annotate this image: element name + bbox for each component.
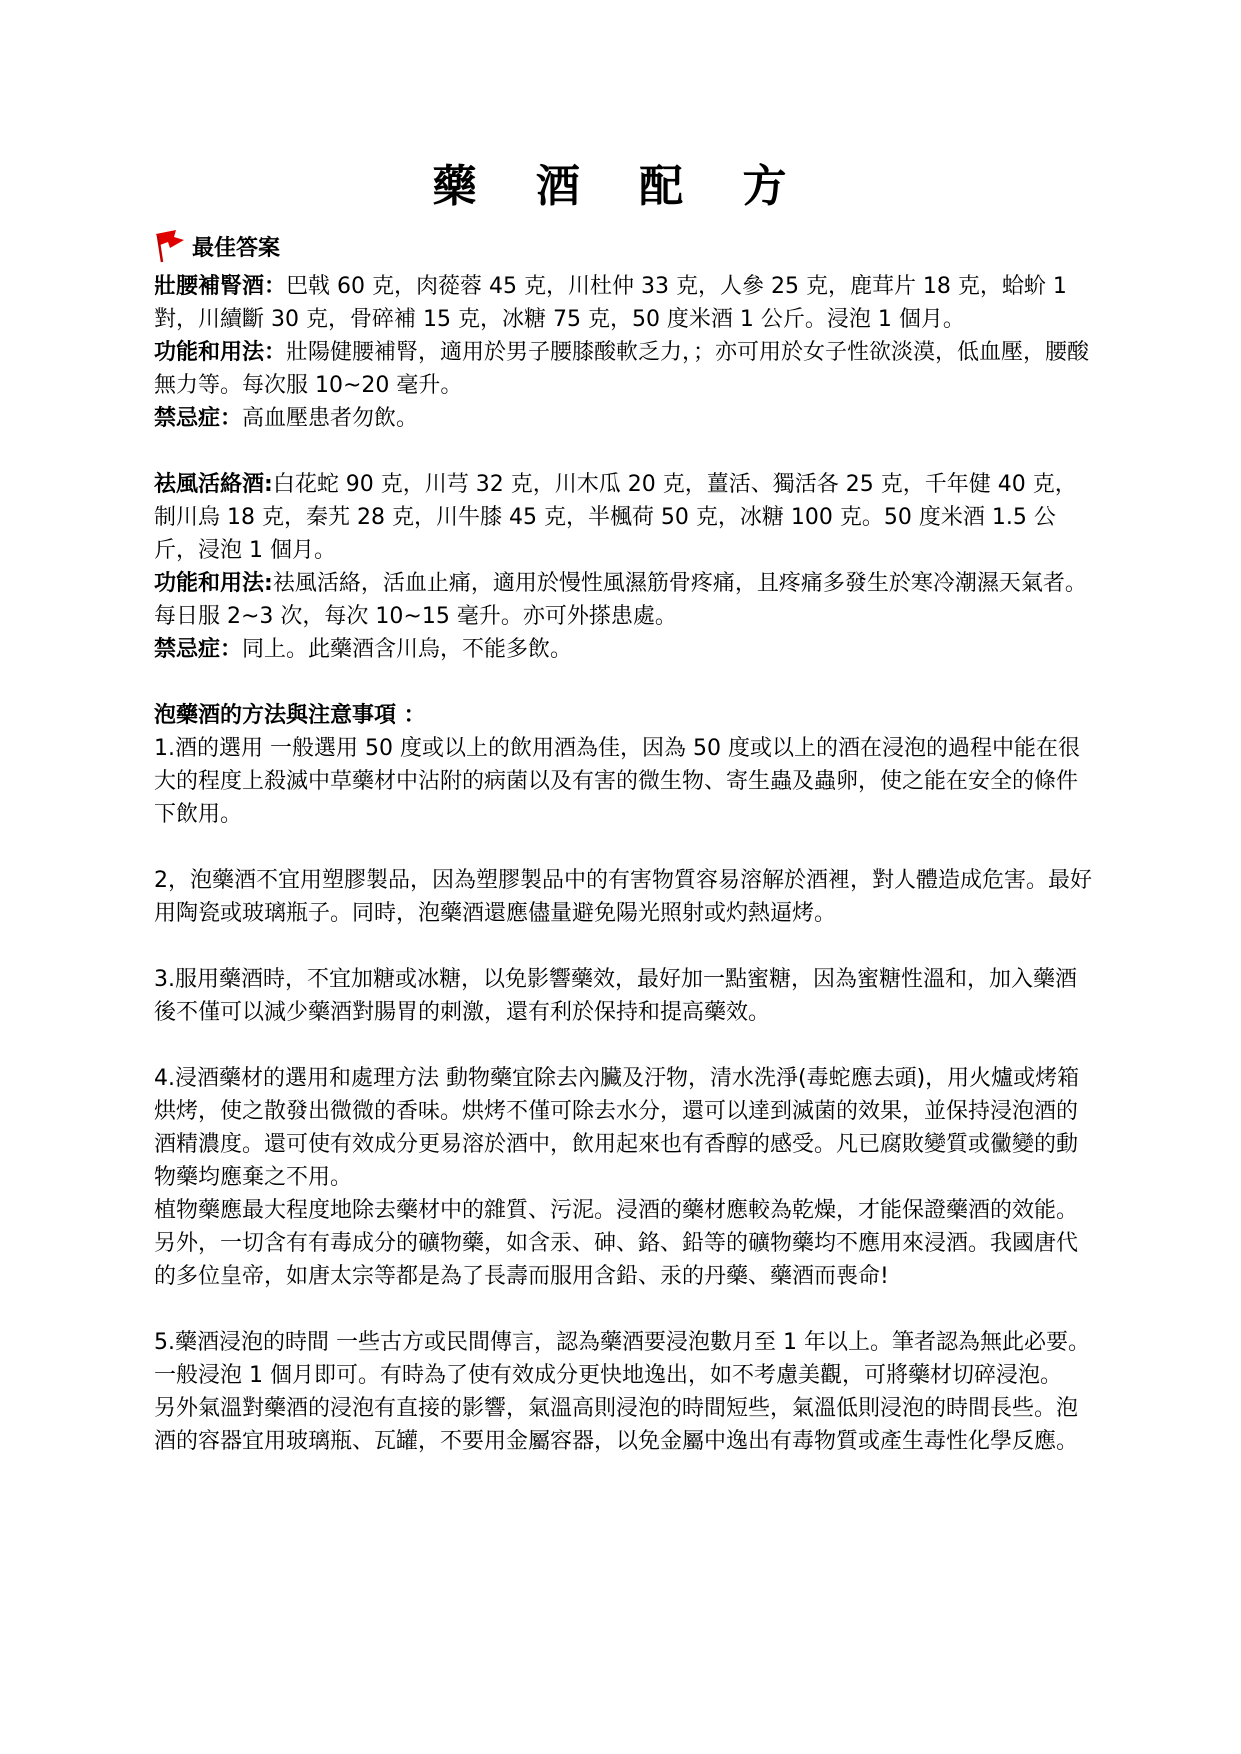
wine1-ingredients-paragraph — [154, 270, 1098, 336]
wine1-usage-paragraph — [154, 336, 1098, 402]
wine1-usage-label: 功能和用法： — [154, 340, 287, 365]
wine2-ingredients-paragraph — [154, 468, 1098, 567]
wine1-contra: 高血壓患者勿飲。 — [242, 406, 419, 431]
wine1-contra-label: 禁忌症： — [154, 406, 243, 431]
wine2-contra-label: 禁忌症： — [154, 637, 243, 662]
wine1-ingredients: 巴戟 60 克，肉蓯蓉 45 克，川杜仲 33 克，人參 25 克，鹿茸片 18 克，蛤蚧 1 對，川續斷 30 克，骨碎補 15 克，冰糖 75 克，50 度米酒 1 公斤。浸泡 1 個月。 — [154, 274, 1067, 332]
wine2-contra-paragraph — [154, 633, 1098, 666]
wine2-usage: 祛風活絡，活血止痛，適用於慢性風濕筋骨疼痛，且疼痛多發生於寒冷潮濕天氣者。每日服 2~3 次，每次 10~15 毫升。亦可外搽患處。 — [154, 571, 1087, 629]
method-item-1: 1.酒的選用 一般選用 50 度或以上的飲用酒為佳，因為 50 度或以上的酒在浸泡的過程中能在很大的程度上殺滅中草藥材中沾附的病菌以及有害的微生物、寄生蟲及蟲卵，使之能在安全的條件下飲用。 — [154, 736, 1080, 827]
methods-heading: 泡藥酒的方法與注意事項 ： — [154, 703, 426, 728]
wine2-contra: 同上。此藥酒含川烏，不能多飲。 — [242, 637, 573, 662]
method-item-4c: 另外，一切含有有毒成分的礦物藥，如含汞、砷、鉻、鉛等的礦物藥均不應用來浸酒。我國唐代的多位皇帝，如唐太宗等都是為了長壽而服用含鉛、汞的丹藥、藥酒而喪命! — [154, 1231, 1079, 1289]
wine1-contra-paragraph — [154, 402, 1098, 435]
method-item-2: 2，泡藥酒不宜用塑膠製品，因為塑膠製品中的有害物質容易溶解於酒裡，對人體造成危害。最好用陶瓷或玻璃瓶子。同時，泡藥酒還應儘量避免陽光照射或灼熱逼烤。 — [154, 868, 1093, 926]
wine1-name: 壯腰補腎酒： — [154, 274, 287, 299]
wine2-usage-paragraph — [154, 567, 1098, 633]
method-item-4a: 4.浸酒藥材的選用和處理方法 動物藥宜除去內臟及汙物，清水洗淨(毒蛇應去頭)，用火爐或烤箱烘烤，使之散發出微微的香味。烘烤不僅可除去水分，還可以達到滅菌的效果，並保持浸泡酒的酒精濃度。還可使有效成分更易溶於酒中，飲用起來也有香醇的感受。凡已腐敗變質或黴變的動物藥均應棄之不用。 — [154, 1066, 1080, 1190]
best-answer-header — [152, 224, 280, 264]
method-item-4b: 植物藥應最大程度地除去藥材中的雜質、污泥。浸酒的藥材應較為乾燥，才能保證藥酒的效能。 — [154, 1198, 1079, 1223]
wine1-usage: 壯陽健腰補腎，適用於男子腰膝酸軟乏力，；亦可用於女子性欲淡漠，低血壓，腰酸無力等。每次服 10~20 毫升。 — [154, 340, 1090, 398]
best-answer-label: 最佳答案 — [192, 236, 281, 261]
method-item-5a: 5.藥酒浸泡的時間 一些古方或民間傳言，認為藥酒要浸泡數月至 1 年以上。筆者認為無此必要。一般浸泡 1 個月即可。有時為了使有效成分更快地逸出，如不考慮美觀，可將藥材切碎浸泡。 — [154, 1330, 1090, 1388]
red-flag-icon — [152, 228, 188, 264]
method-item-3: 3.服用藥酒時，不宜加糖或冰糖，以免影響藥效，最好加一點蜜糖，因為蜜糖性溫和，加入藥酒後不僅可以減少藥酒對腸胃的刺激，還有利於保持和提高藥效。 — [154, 967, 1077, 1025]
wine2-name: 祛風活絡酒: — [154, 472, 273, 497]
page-title: 藥 酒 配 方 — [432, 161, 809, 212]
method-item-5b: 另外氣溫對藥酒的浸泡有直接的影響，氣溫高則浸泡的時間短些，氣溫低則浸泡的時間長些。泡酒的容器宜用玻璃瓶、瓦罐，不要用金屬容器，以免金屬中逸出有毒物質或產生毒性化學反應。 — [154, 1396, 1079, 1454]
document-body — [154, 270, 1098, 1458]
wine2-usage-label: 功能和用法: — [154, 571, 273, 596]
wine2-ingredients: 白花蛇 90 克，川芎 32 克，川木瓜 20 克，薑活、獨活各 25 克，千年健 40 克，制川烏 18 克，秦艽 28 克，川牛膝 45 克，半楓荷 50 克，冰糖 100 克。50 度米酒 1.5 公斤，浸泡 1 個月。 — [154, 472, 1077, 563]
